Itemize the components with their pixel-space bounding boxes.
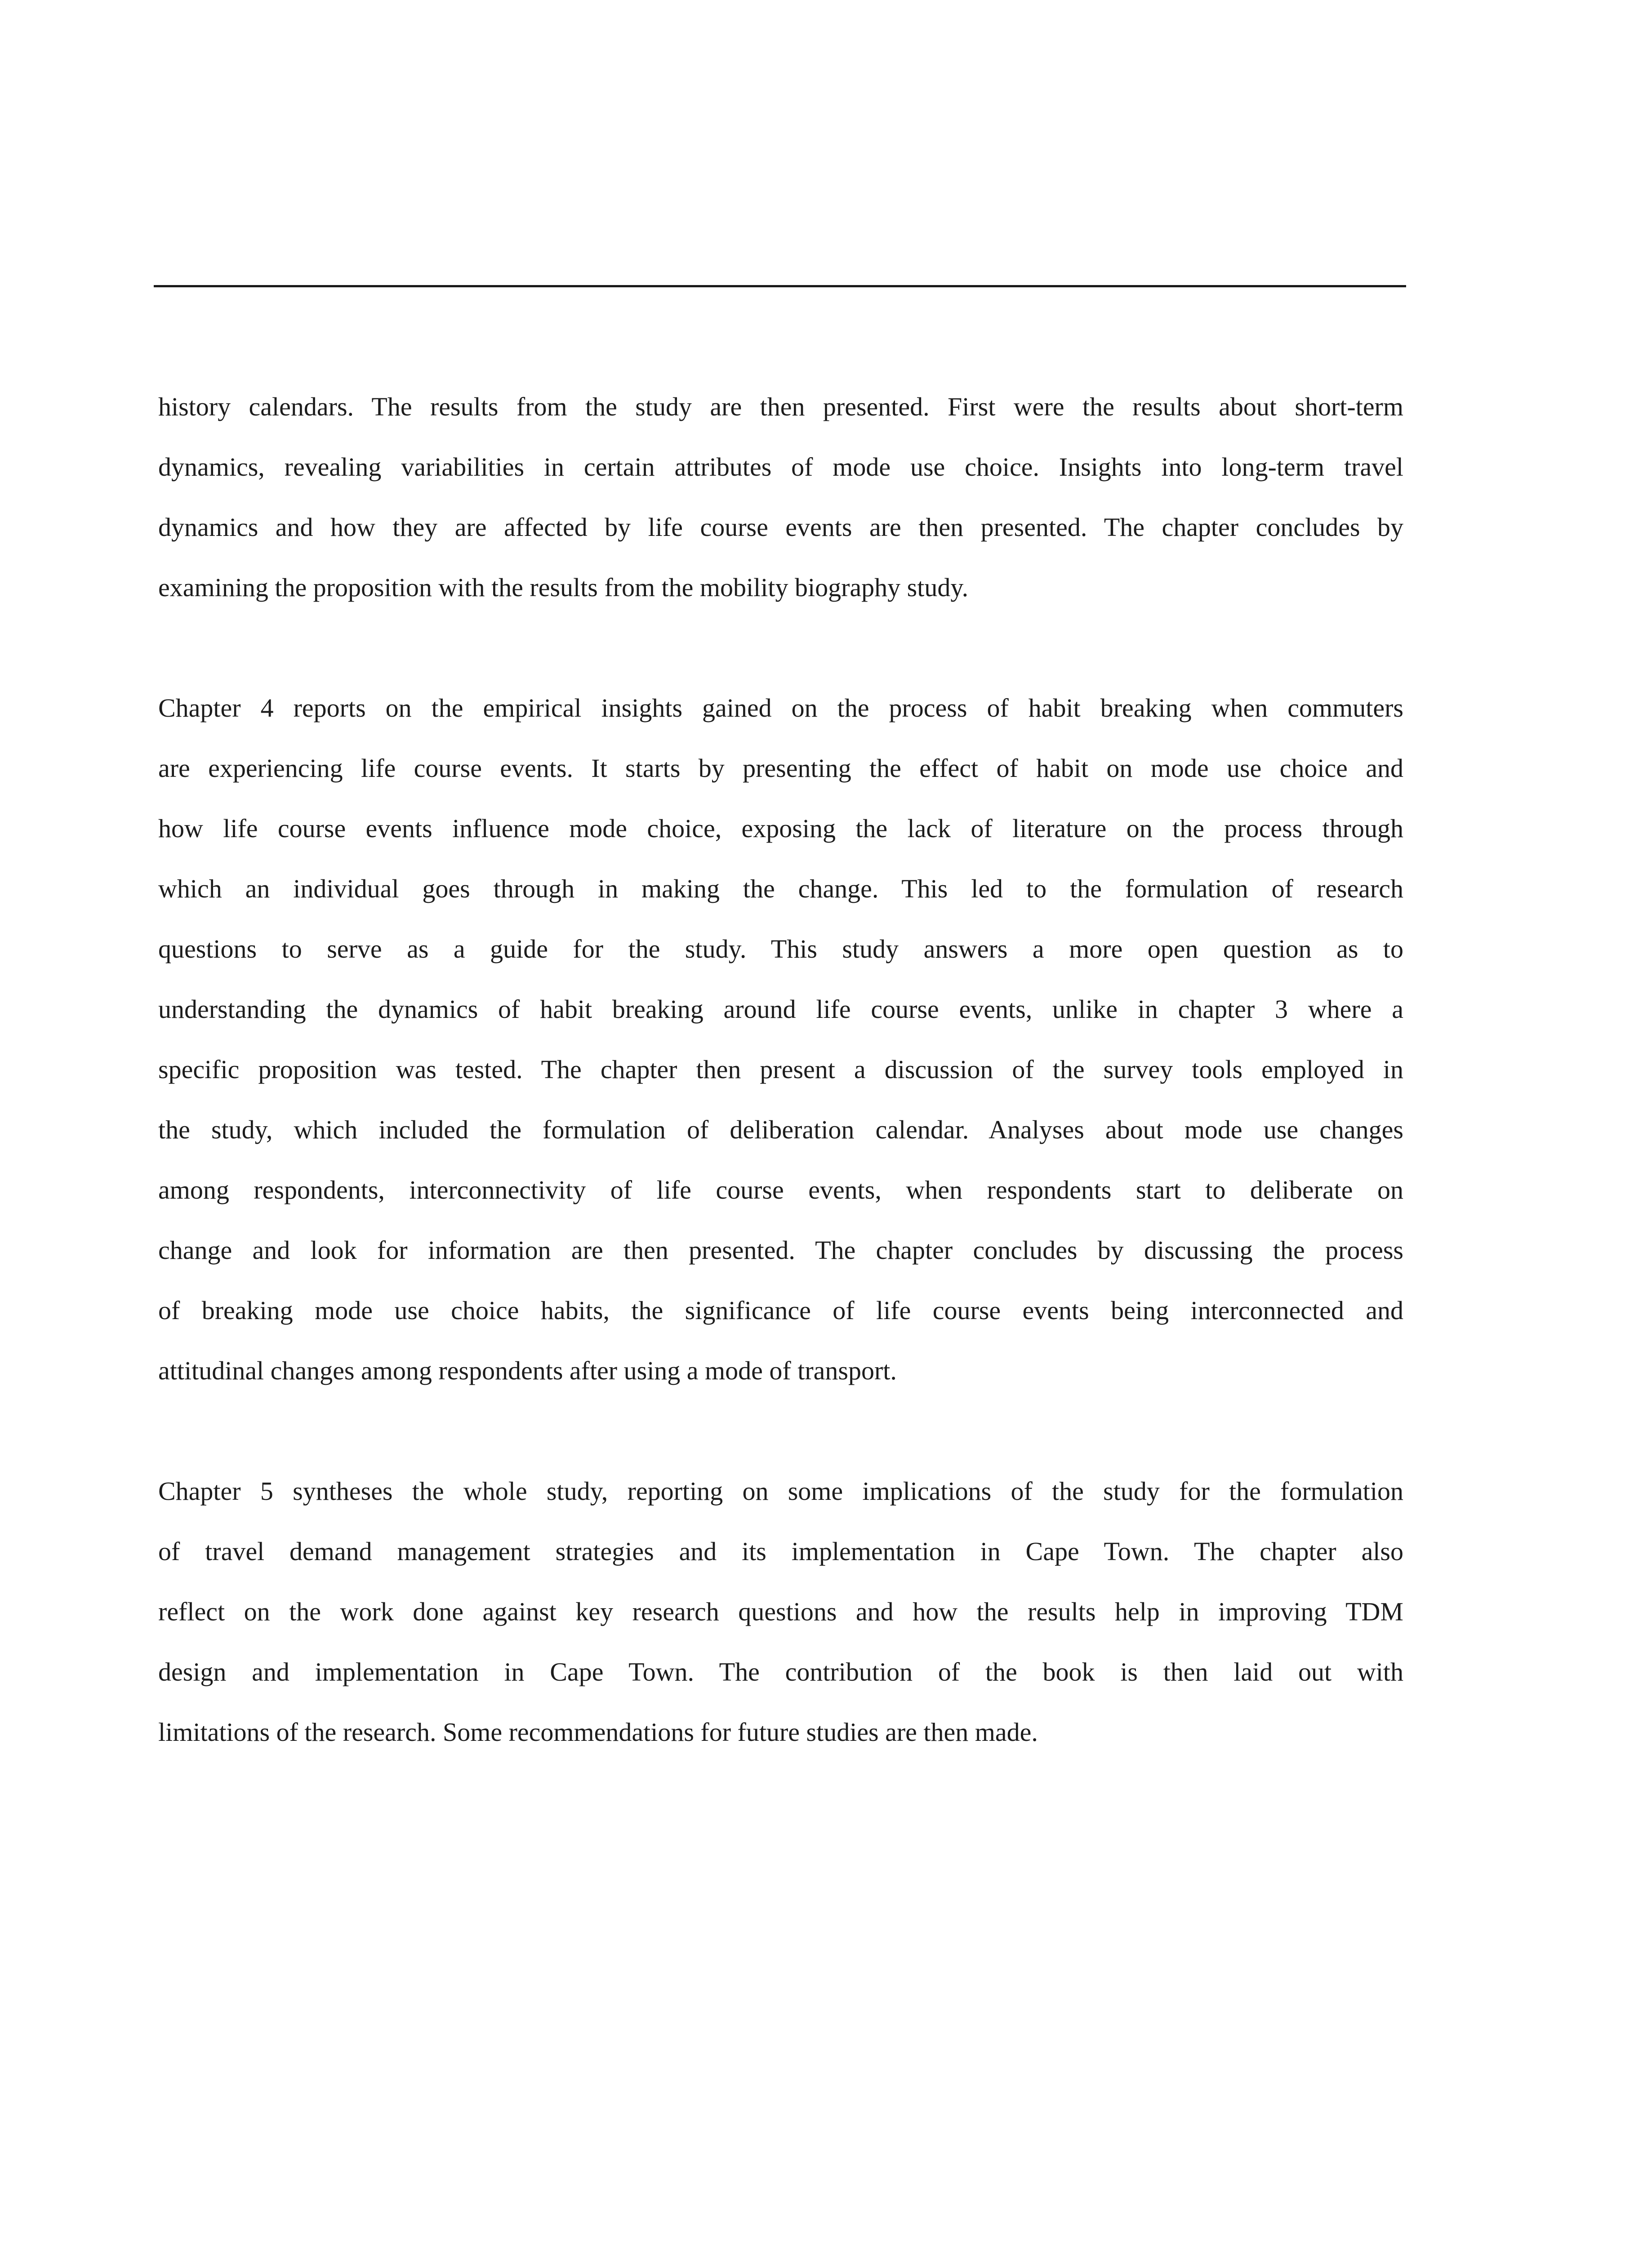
- text-line: specific proposition was tested. The chapter then present a discussion of the survey tools employed in: [158, 1055, 1403, 1084]
- text-line: reflect on the work done against key research questions and how the results help in improving TDM: [158, 1597, 1403, 1626]
- text-line: which an individual goes through in making the change. This led to the formulation of research: [158, 874, 1403, 903]
- text-line: among respondents, interconnectivity of life course events, when respondents start to deliberate on: [158, 1175, 1403, 1204]
- text-line: understanding the dynamics of habit breaking around life course events, unlike in chapter 3 where a: [158, 995, 1403, 1024]
- text-line: history calendars. The results from the study are then presented. First were the results about short-term: [158, 392, 1403, 421]
- text-line: attitudinal changes among respondents after using a mode of transport.: [158, 1356, 897, 1385]
- text-line: examining the proposition with the results from the mobility biography study.: [158, 573, 969, 602]
- text-line: of travel demand management strategies and its implementation in Cape Town. The chapter also: [158, 1537, 1403, 1566]
- text-line: Chapter 4 reports on the empirical insights gained on the process of habit breaking when commuters: [158, 693, 1403, 723]
- paragraph-gap: [158, 618, 1403, 678]
- text-line: questions to serve as a guide for the study. This study answers a more open question as to: [158, 934, 1403, 963]
- text-line: limitations of the research. Some recommendations for future studies are then made.: [158, 1717, 1038, 1747]
- text-line: are experiencing life course events. It starts by presenting the effect of habit on mode use choice and: [158, 754, 1403, 783]
- paragraph-1: [158, 377, 1403, 618]
- text-line: change and look for information are then presented. The chapter concludes by discussing the process: [158, 1236, 1403, 1265]
- text-line: the study, which included the formulation of deliberation calendar. Analyses about mode use changes: [158, 1115, 1403, 1144]
- text-line: dynamics, revealing variabilities in certain attributes of mode use choice. Insights into long-term travel: [158, 452, 1403, 482]
- text-line: how life course events influence mode choice, exposing the lack of literature on the process through: [158, 814, 1403, 843]
- text-line: Chapter 5 syntheses the whole study, reporting on some implications of the study for the formulation: [158, 1476, 1403, 1506]
- paragraph-gap: [158, 1401, 1403, 1461]
- header-rule: [154, 285, 1406, 287]
- text-line: dynamics and how they are affected by life course events are then presented. The chapter concludes by: [158, 513, 1403, 542]
- paragraph-2: [158, 678, 1403, 1401]
- paragraph-3: [158, 1461, 1403, 1762]
- body-text: [158, 377, 1403, 1762]
- text-line: of breaking mode use choice habits, the significance of life course events being interconnected and: [158, 1296, 1403, 1325]
- text-line: design and implementation in Cape Town. The contribution of the book is then laid out with: [158, 1657, 1403, 1686]
